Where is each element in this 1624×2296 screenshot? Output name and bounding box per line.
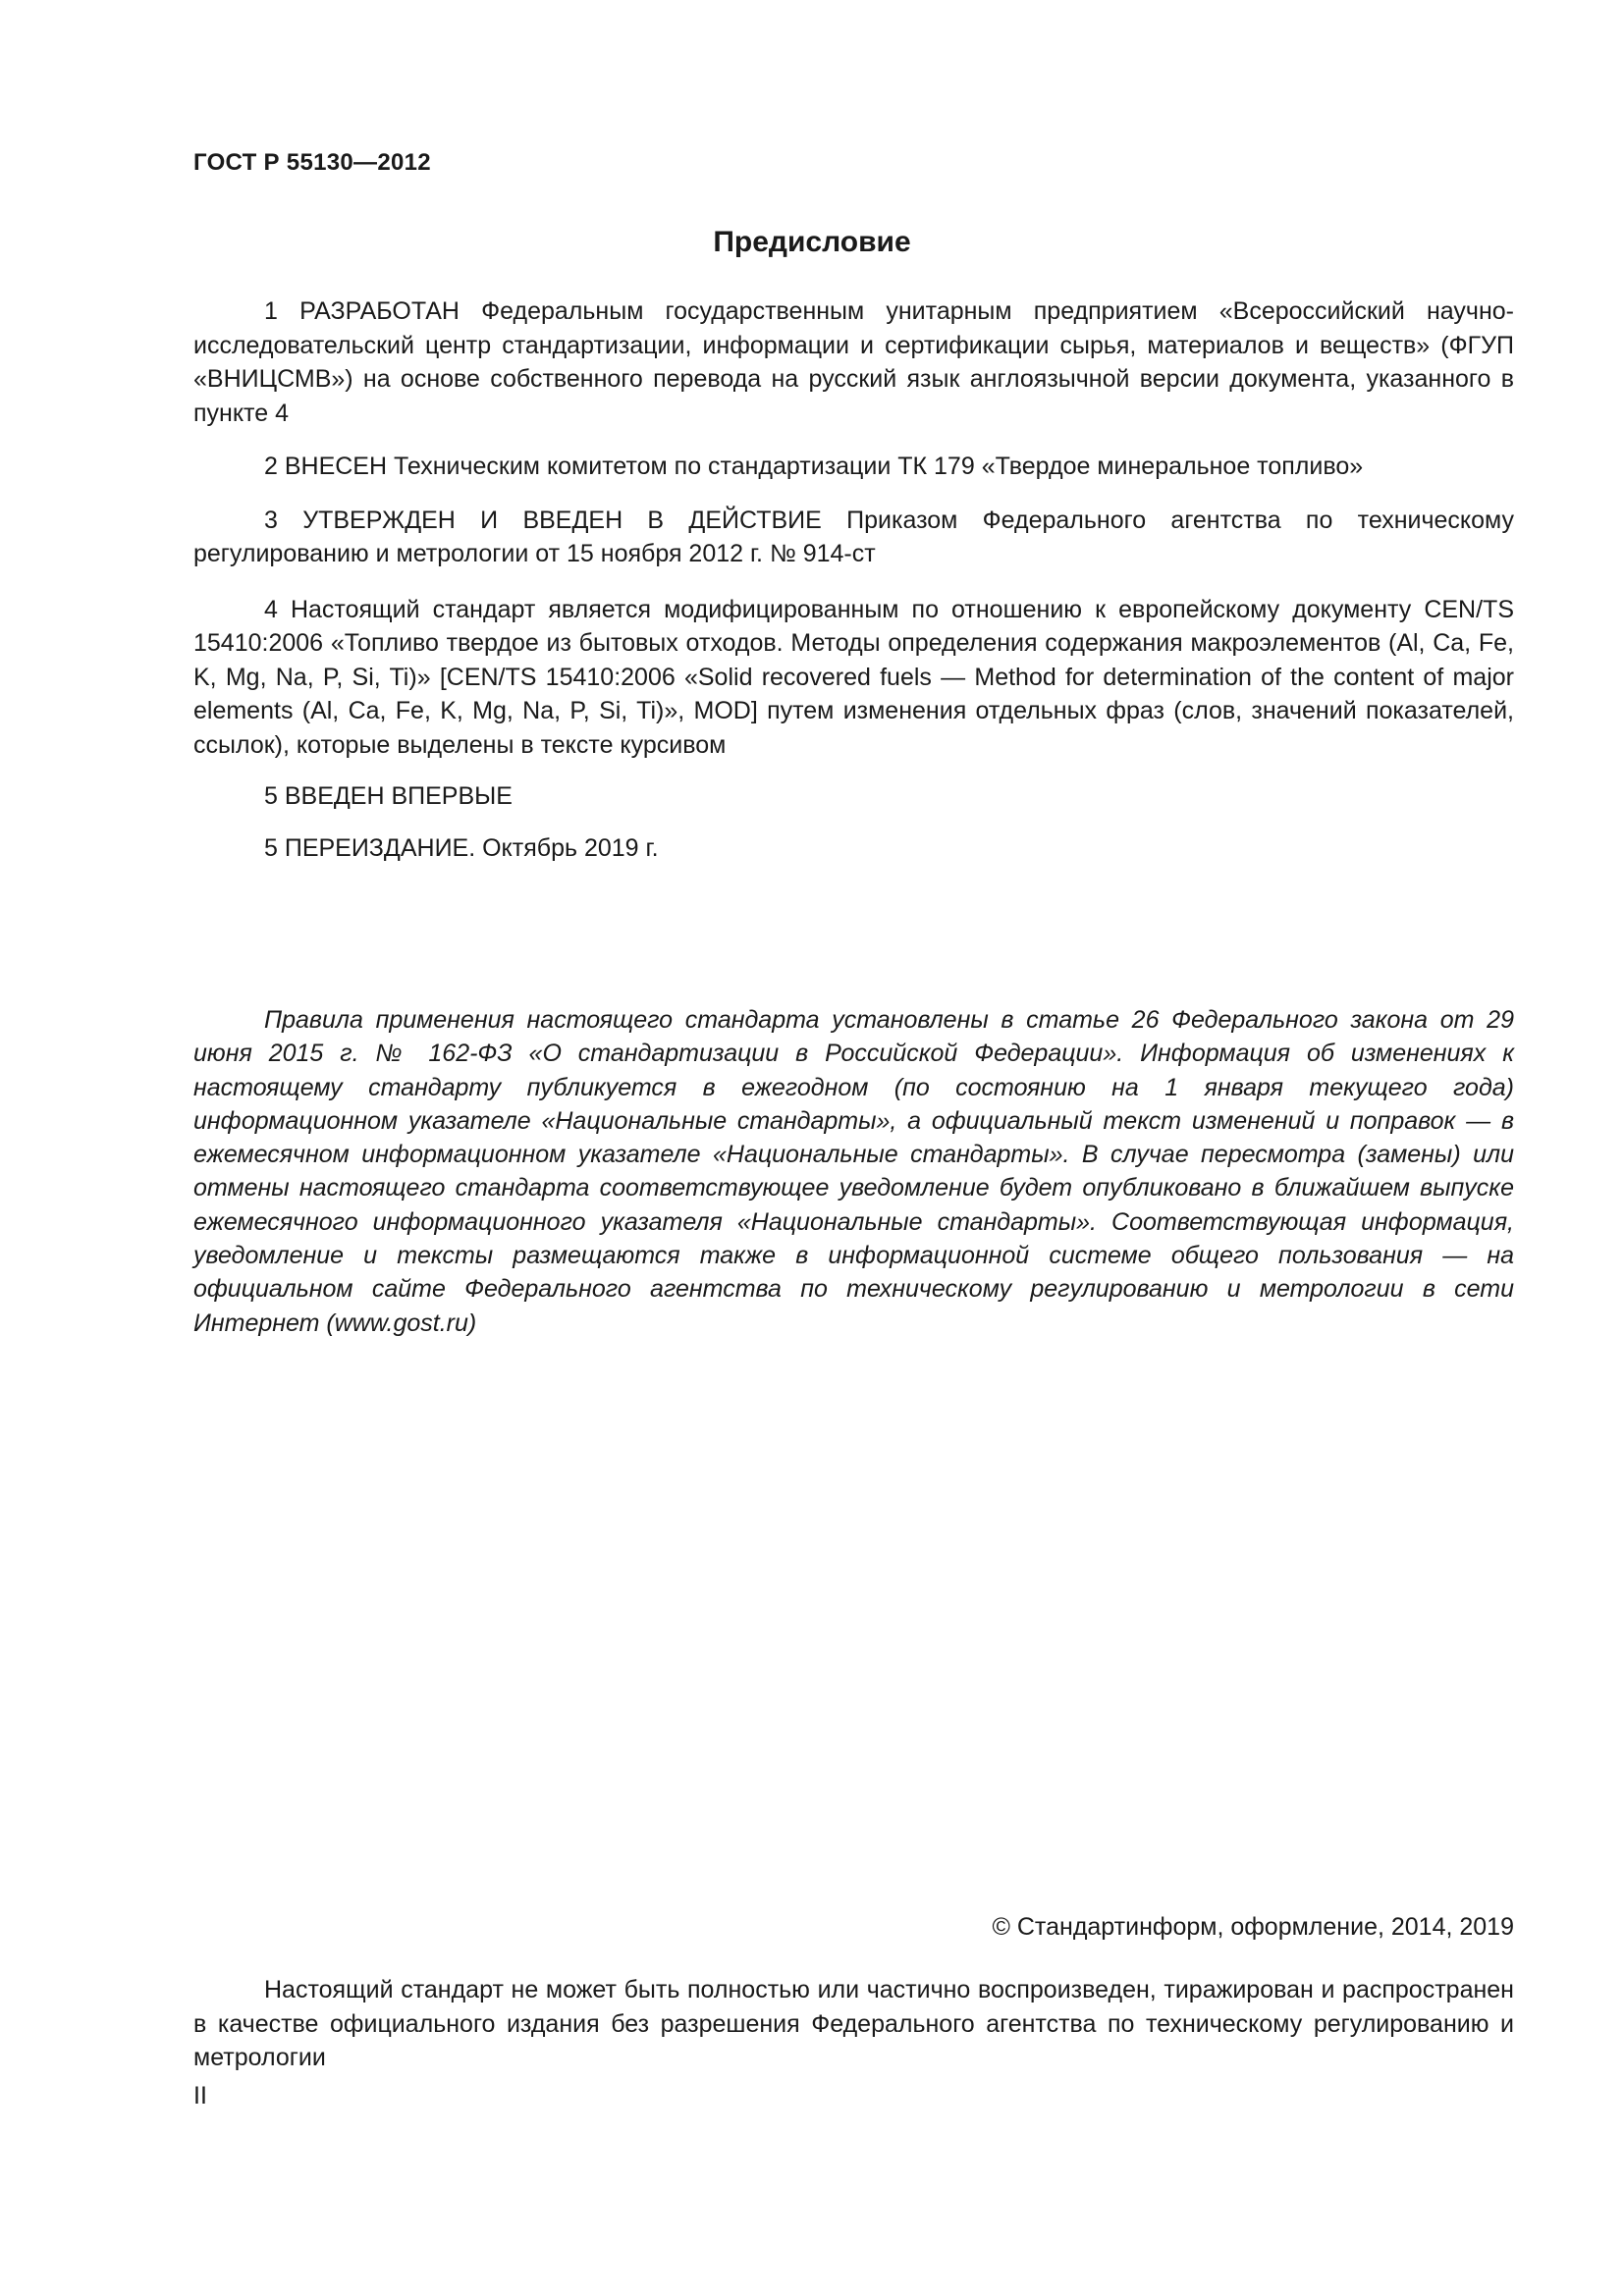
copyright-line: © Стандартинформ, оформление, 2014, 2019 — [992, 1913, 1514, 1941]
page-number: II — [193, 2082, 207, 2109]
paragraph-modified-standard: 4 Настоящий стандарт является модифицированным по отношению к европейскому документу CEN/TS 15410:2006 «Топливо твердое из бытовых отходов. Методы определения содержания макроэлементов (Al, Ca, Fe, K, Mg, Na, P, Si, Ti)» [CEN/TS 15410:2006 «Solid recovered fuels — Method for determination of the content of major elements (Al, Ca, Fe, K, Mg, Na, P, Si, Ti)», MOD] путем изменения отдельных фраз (слов, значений показателей, ссылок), которые выделены в тексте курсивом — [193, 595, 1514, 759]
paragraph-developed: 1 РАЗРАБОТАН Федеральным государственным унитарным предприятием «Всероссийский научно-исследовательский центр стандартизации, информации и сертификации сырья, материалов и веществ» (ФГУП «ВНИЦСМВ») на основе собственного перевода на русский язык англоязычной версии документа, указанного в пункте 4 — [193, 297, 1514, 427]
page-title: Предисловие — [713, 226, 911, 258]
paragraph-introduced: 2 ВНЕСЕН Техническим комитетом по стандартизации ТК 179 «Твердое минеральное топливо» — [264, 453, 1364, 480]
paragraph-reissue: 5 ПЕРЕИЗДАНИЕ. Октябрь 2019 г. — [264, 833, 659, 862]
reproduction-restriction: Настоящий стандарт не может быть полностью или частично воспроизведен, тиражирован и распространен в качестве официального издания без разрешения Федерального агентства по техническому регулированию и метрологии — [193, 1976, 1514, 2071]
paragraph-first-introduced: 5 ВВЕДЕН ВПЕРВЫЕ — [264, 782, 513, 810]
document-code: ГОСТ Р 55130—2012 — [193, 149, 431, 176]
foreword-body — [193, 294, 1514, 886]
application-rules-notice: Правила применения настоящего стандарта установлены в статье 26 Федерального закона от 29 июня 2015 г. № 162-ФЗ «О стандартизации в Российской Федерации». Информация об изменениях к настоящему стандарту публикуется в ежегодном (по состоянию на 1 января текущего года) информационном указателе «Национальные стандарты», а официальный текст изменений и поправок — в ежемесячном информационном указателе «Национальные стандарты». В случае пересмотра (замены) или отмены настоящего стандарта соответствующее уведомление будет опубликовано в ближайшем выпуске ежемесячного информационного указателя «Национальные стандарты». Соответствующая информация, уведомление и тексты размещаются также в информационной системе общего пользования — на официальном сайте Федерального агентства по техническому регулированию и метрологии в сети Интернет (www.gost.ru) — [193, 1006, 1514, 1337]
paragraph-approved: 3 УТВЕРЖДЕН И ВВЕДЕН В ДЕЙСТВИЕ Приказом Федерального агентства по техническому регулированию и метрологии от 15 ноября 2012 г. № 914-ст — [193, 506, 1514, 567]
